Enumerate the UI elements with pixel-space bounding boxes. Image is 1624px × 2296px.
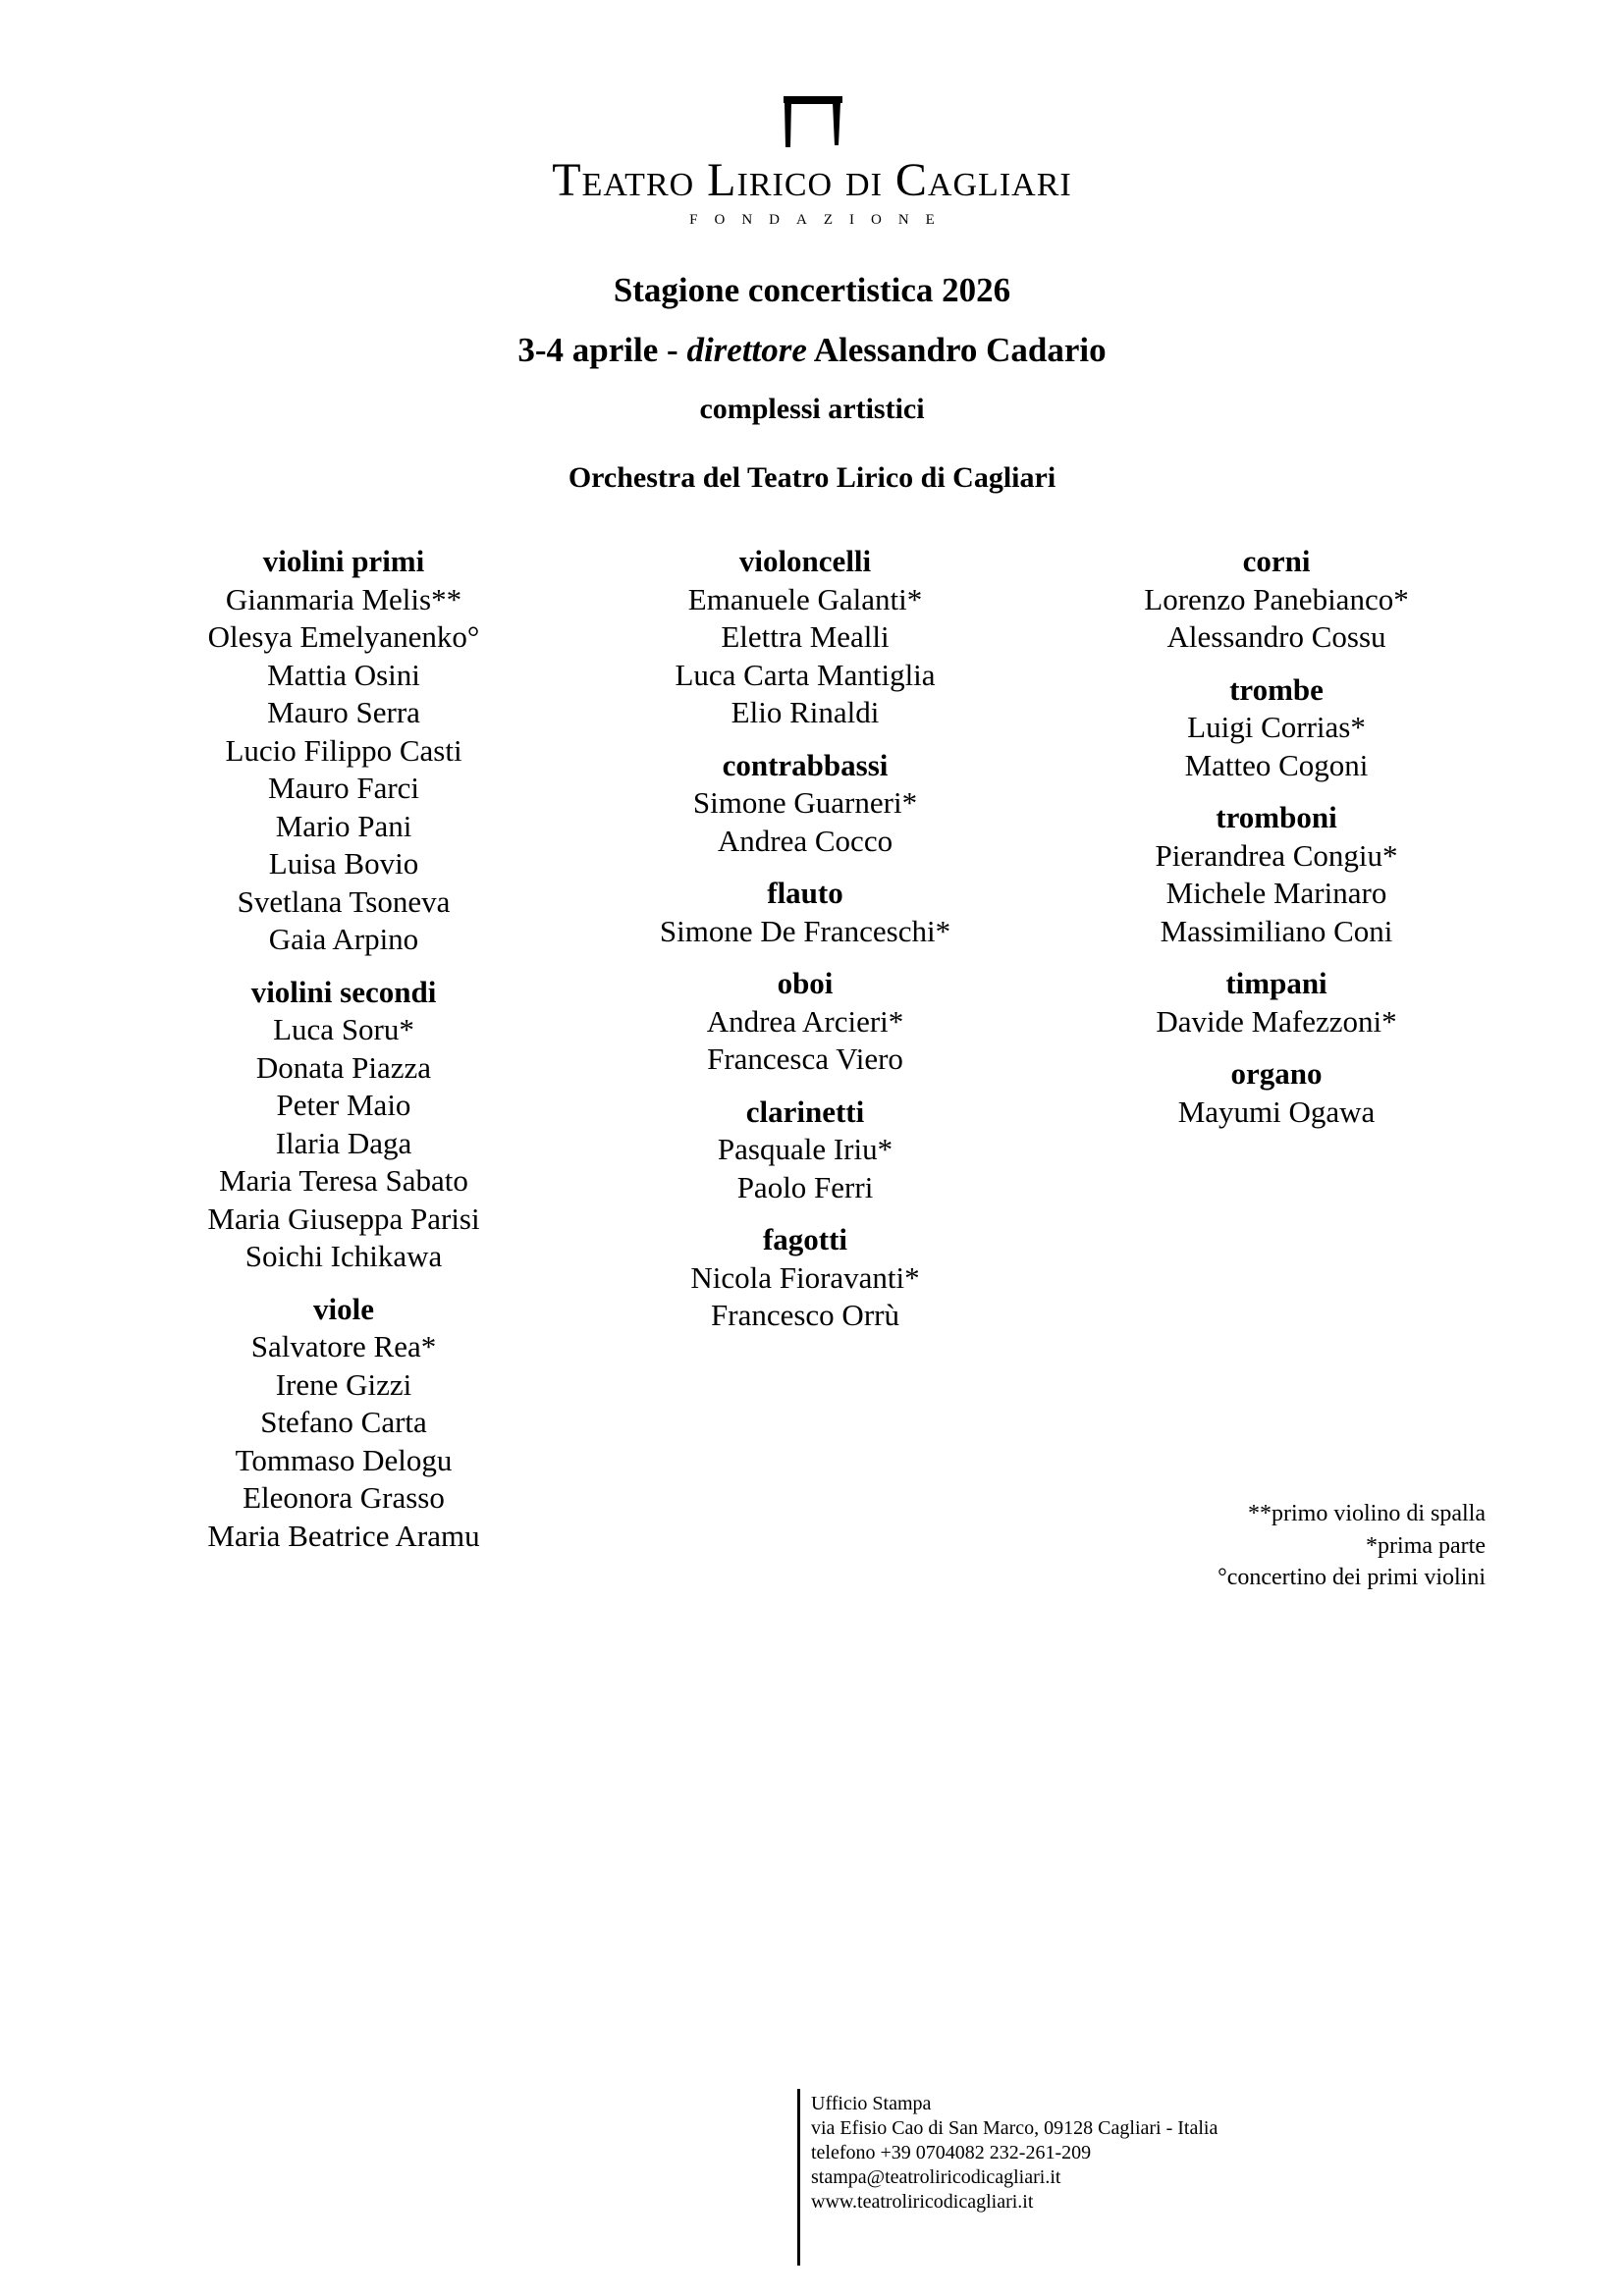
instrument-section: [569, 543, 1041, 732]
logo-name: Teatro Lirico di Cagliari: [552, 154, 1072, 206]
roster-column-1: [108, 543, 579, 1570]
roster-column-2: [569, 543, 1041, 1350]
musician-name: Michele Marinaro: [1165, 876, 1387, 910]
musician-name: Paolo Ferri: [736, 1169, 874, 1204]
musician-name: Simone Guarneri*: [692, 785, 918, 820]
season-title: Stagione concertistica 2026: [613, 271, 1011, 309]
musician-name: Maria Teresa Sabato: [219, 1163, 468, 1198]
footer-line: via Efisio Cao di San Marco, 09128 Cagliari - Italia: [811, 2117, 1218, 2139]
press-office-contacts: [811, 2092, 1218, 2215]
musician-name: Luca Soru*: [273, 1012, 414, 1046]
instrument-section: [1041, 1055, 1512, 1131]
musician-name: Stefano Carta: [260, 1405, 427, 1439]
section-title: organo: [1230, 1056, 1323, 1091]
musician-name: Lucio Filippo Casti: [225, 732, 462, 768]
complessi-heading: complessi artistici: [699, 393, 925, 425]
stage-curtain-icon: [781, 96, 843, 147]
instrument-section: [1041, 543, 1512, 657]
musician-name: Alessandro Cossu: [1166, 619, 1386, 654]
theatre-logo: [0, 96, 1624, 229]
instrument-section: [569, 875, 1041, 950]
footer-line: telefono +39 0704082 232-261-209: [811, 2142, 1092, 2163]
musician-name: Maria Giuseppa Parisi: [207, 1201, 480, 1236]
musician-name: Mauro Serra: [267, 695, 420, 729]
musician-name: Maria Beatrice Aramu: [207, 1518, 480, 1553]
section-title: timpani: [1225, 966, 1327, 1000]
logo-subtitle: FONDAZIONE: [689, 212, 951, 228]
instrument-section: [1041, 965, 1512, 1041]
musician-name: Soichi Ichikawa: [244, 1239, 443, 1273]
musician-name: Luisa Bovio: [268, 846, 419, 881]
section-title: violoncelli: [738, 544, 872, 578]
musician-name: Irene Gizzi: [275, 1366, 412, 1402]
instrument-section: [108, 543, 579, 959]
musician-name: Davide Mafezzoni*: [1156, 1003, 1397, 1039]
musician-name: Pasquale Iriu*: [717, 1132, 893, 1166]
musician-name: Mauro Farci: [267, 771, 420, 805]
musician-name: Francesco Orrù: [711, 1298, 899, 1332]
musician-name: Luca Carta Mantiglia: [675, 657, 936, 692]
footer-line: stampa@teatroliricodicagliari.it: [811, 2166, 1061, 2188]
musician-name: Pierandrea Congiu*: [1155, 837, 1398, 873]
section-title: contrabbassi: [722, 747, 889, 782]
musician-name: Mario Pani: [275, 808, 412, 843]
musician-name: Mayumi Ogawa: [1177, 1094, 1376, 1129]
section-title: flauto: [767, 876, 843, 910]
musician-name: Massimiliano Coni: [1160, 913, 1393, 948]
section-title: oboi: [777, 966, 834, 1000]
section-title: violini secondi: [250, 974, 437, 1009]
instrument-section: [1041, 671, 1512, 785]
section-title: viole: [313, 1291, 374, 1326]
section-title: tromboni: [1216, 800, 1337, 834]
instrument-section: [108, 974, 579, 1276]
musician-name: Svetlana Tsoneva: [237, 883, 451, 919]
roster-column-3: [1041, 543, 1512, 1146]
musician-name: Ilaria Daga: [275, 1125, 412, 1160]
section-title: clarinetti: [745, 1094, 865, 1129]
legend: [1218, 1498, 1486, 1594]
musician-name: Donata Piazza: [255, 1049, 432, 1085]
musician-name: Elio Rinaldi: [731, 695, 880, 729]
section-title: violini primi: [262, 544, 425, 578]
musician-name: Simone De Franceschi*: [659, 913, 951, 948]
musician-name: Salvatore Rea*: [250, 1329, 437, 1363]
musician-name: Mattia Osini: [267, 657, 420, 692]
musician-name: Matteo Cogoni: [1184, 747, 1369, 782]
instrument-section: [569, 965, 1041, 1079]
legend-item: *prima parte: [1366, 1532, 1486, 1559]
musician-name: Olesya Emelyanenko°: [207, 619, 480, 654]
footer-divider: [797, 2089, 800, 2266]
musician-name: Lorenzo Panebianco*: [1144, 581, 1409, 616]
concert-date: 3-4 aprile -: [517, 331, 687, 369]
musician-name: Luigi Corrias*: [1187, 710, 1366, 744]
conductor-role: direttore: [686, 331, 807, 369]
instrument-section: [1041, 799, 1512, 950]
instrument-section: [569, 747, 1041, 861]
footer-line: www.teatroliricodicagliari.it: [811, 2191, 1034, 2213]
musician-name: Francesca Viero: [707, 1041, 903, 1076]
legend-item: °concertino dei primi violini: [1218, 1565, 1486, 1590]
concert-date-line: [0, 331, 1624, 370]
musician-name: Gaia Arpino: [268, 922, 419, 956]
legend-item: **primo violino di spalla: [1248, 1501, 1486, 1526]
section-title: fagotti: [762, 1222, 848, 1256]
section-title: trombe: [1229, 671, 1324, 707]
instrument-section: [569, 1094, 1041, 1207]
musician-name: Andrea Cocco: [717, 823, 893, 858]
conductor-name: Alessandro Cadario: [806, 331, 1107, 369]
instrument-section: [108, 1291, 579, 1556]
musician-name: Andrea Arcieri*: [706, 1003, 904, 1039]
footer-line: Ufficio Stampa: [811, 2093, 932, 2114]
musician-name: Nicola Fioravanti*: [690, 1259, 920, 1295]
musician-name: Tommaso Delogu: [235, 1442, 453, 1477]
musician-name: Emanuele Galanti*: [687, 581, 923, 616]
musician-name: Peter Maio: [276, 1088, 411, 1122]
section-title: corni: [1242, 544, 1311, 578]
musician-name: Eleonora Grasso: [243, 1480, 445, 1515]
musician-name: Elettra Mealli: [721, 619, 890, 654]
orchestra-heading: Orchestra del Teatro Lirico di Cagliari: [568, 461, 1056, 494]
instrument-section: [569, 1221, 1041, 1335]
musician-name: Gianmaria Melis**: [225, 581, 462, 616]
